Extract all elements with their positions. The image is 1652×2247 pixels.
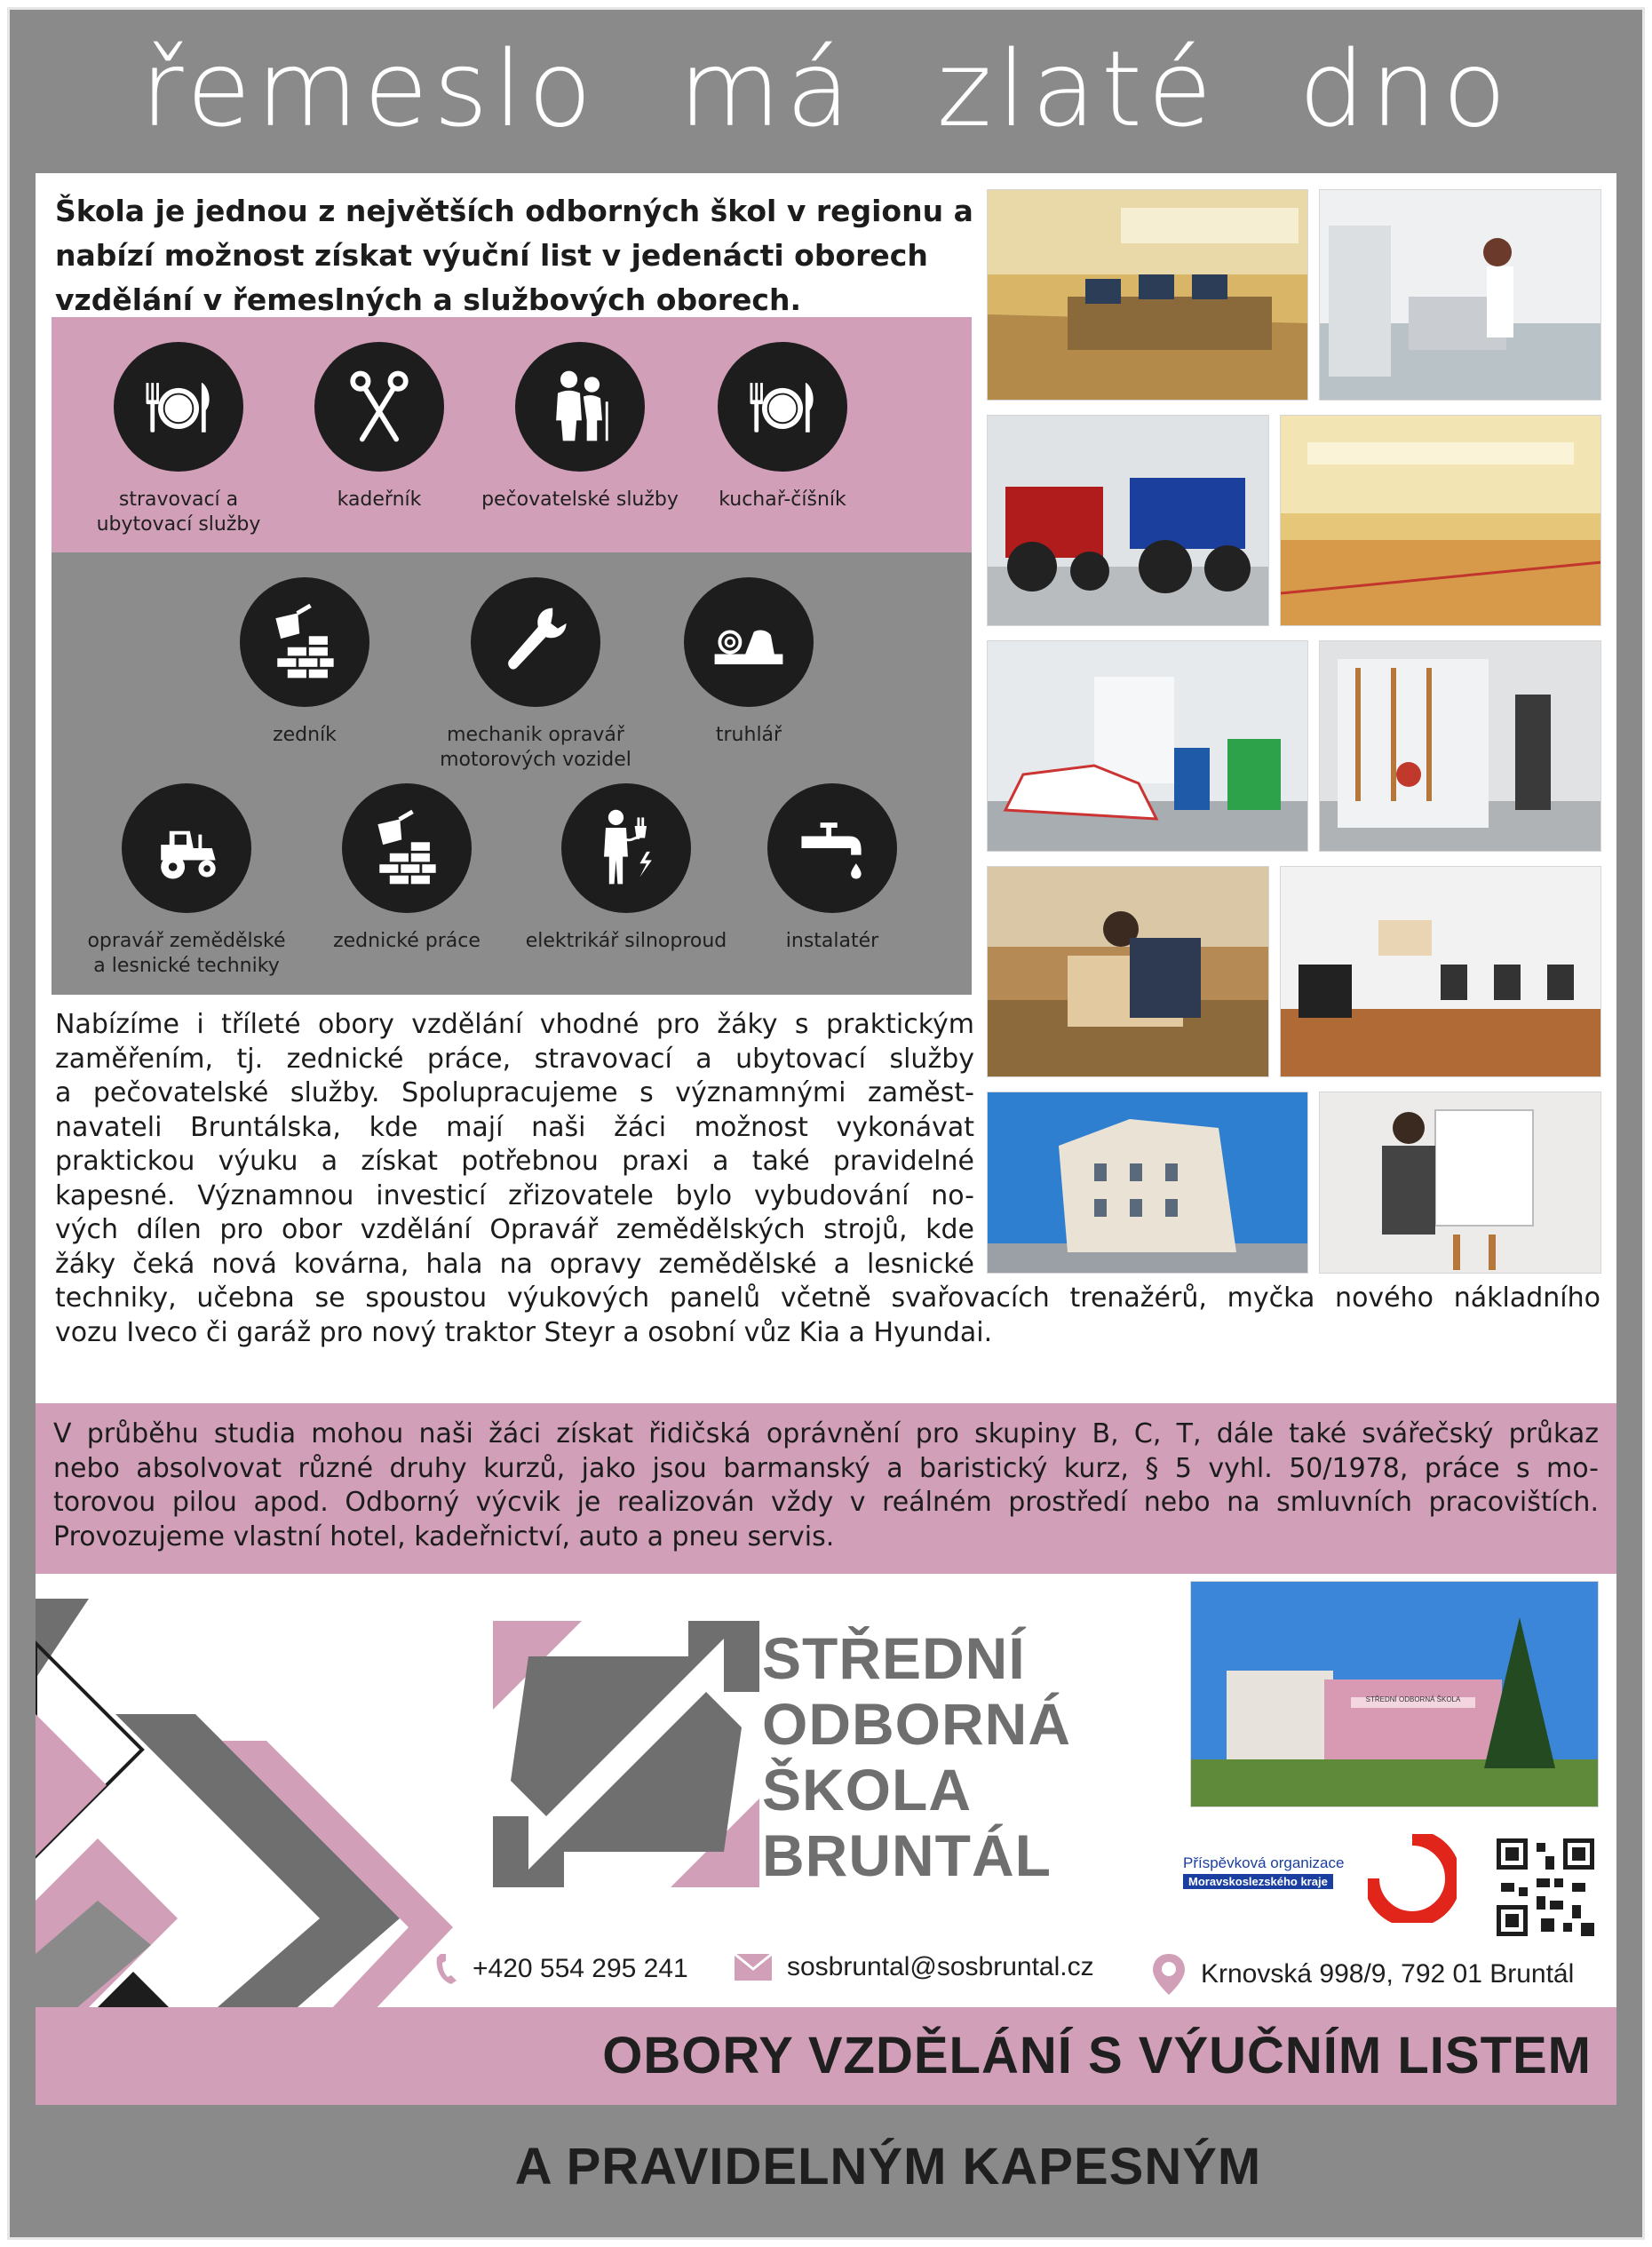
body-paragraph <box>55 1008 1600 1350</box>
scissors-icon <box>314 342 444 472</box>
body-line: praktickou výuku a získat potřebnou praxi a také pravidelné <box>55 1146 974 1177</box>
address-text: Krnovská 998/9, 792 01 Bruntál <box>1201 1959 1575 1989</box>
phone-number: +420 554 295 241 <box>473 1954 688 1983</box>
photo-plumbing-panels <box>1319 640 1601 852</box>
brick-wall-trowel-icon <box>240 577 369 707</box>
school-name-line: ŠKOLA <box>762 1757 972 1822</box>
occupation-label: mechanik opravář motorových vozidel <box>440 724 631 771</box>
occupation-care <box>478 342 682 512</box>
occupation-label: elektrikář silnoproud <box>525 930 727 952</box>
info-line: V průběhu studia mohou naši žáci získat řidičská oprávnění pro skupiny B, C, T, dále také svářečský průkaz <box>53 1418 1599 1449</box>
faucet-icon <box>767 783 897 913</box>
banner-secondary <box>36 2105 1616 2229</box>
occupation-plumber <box>730 783 934 954</box>
photo-beautician <box>1319 189 1601 401</box>
occupation-label: pečovatelské služby <box>481 488 679 511</box>
occupation-label: truhlář <box>715 724 782 746</box>
info-line: torovou pilou apod. Odborný výcvik je realizován vždy v reálném prostředí nebo na smluvních pracovištích. <box>53 1487 1599 1518</box>
occupation-catering <box>76 342 281 537</box>
occupation-label: zednické práce <box>333 930 481 952</box>
photo-computer-lab <box>987 189 1308 401</box>
wrench-icon <box>471 577 600 707</box>
body-line: zaměřením, tj. zednické práce, stravovací a ubytovací služby <box>55 1043 974 1075</box>
info-paragraph <box>53 1417 1599 1554</box>
school-name <box>762 1625 1071 1888</box>
banner-primary <box>36 2007 1616 2105</box>
org-logo-icon <box>1368 1834 1457 1923</box>
body-line: navateli Bruntálska, kde mají naši žáci možnost vykonávat <box>55 1111 974 1143</box>
body-line: a pečovatelské služby. Spolupracujeme s významnými zaměst- <box>55 1077 974 1108</box>
poster-headline: řemeslo má zlaté dno <box>139 28 1513 150</box>
school-name-line: ODBORNÁ <box>762 1691 1071 1757</box>
occupation-label: stravovací a ubytovací služby <box>96 488 261 536</box>
occupation-label: opravář zemědělské a lesnické techniky <box>87 930 286 977</box>
photo-school-main-building <box>1190 1581 1599 1807</box>
body-line: vých dílen pro obor vzdělání Opravář zemědělských strojů, kde <box>55 1214 974 1245</box>
org-line-2: Moravskoslezského kraje <box>1183 1874 1333 1889</box>
email-address: sosbruntal@sosbruntal.cz <box>787 1952 1094 1981</box>
email-icon <box>734 1953 773 1981</box>
plate-cutlery-icon <box>114 342 243 472</box>
elderly-care-icon <box>515 342 645 472</box>
building-sign: STŘEDNÍ ODBORNÁ ŠKOLA <box>1365 1695 1461 1703</box>
org-label <box>1183 1854 1344 1890</box>
occupation-cook-waiter <box>680 342 885 512</box>
intro-text: Škola je jednou z největších odborných škol v regionu a nabízí možnost získat výuční list v jedenácti oborech vzdělání v řemeslných a službových oborech. <box>55 194 973 317</box>
occupation-bricklayer <box>203 577 407 748</box>
main-content <box>36 173 1616 1581</box>
occupation-label: zedník <box>273 724 337 746</box>
wood-plane-icon <box>684 577 814 707</box>
trades-panel <box>52 552 972 995</box>
contact-email[interactable] <box>734 1952 1094 1982</box>
photo-car-workshop <box>987 640 1308 852</box>
tractor-icon <box>122 783 251 913</box>
body-line: vozu Iveco či garáž pro nový traktor Steyr a osobní vůz Kia a Hyundai. <box>55 1316 993 1348</box>
photo-tractors <box>987 415 1269 626</box>
qr-code-icon[interactable] <box>1492 1834 1599 1941</box>
occupation-label: kuchař-číšník <box>719 488 846 511</box>
info-line: Provozujeme vlastní hotel, kadeřnictví, auto a pneu servis. <box>53 1520 835 1552</box>
body-line: kapesné. Významnou investicí zřizovatele bylo vybudování no- <box>55 1179 974 1211</box>
school-logo-icon <box>493 1621 759 1887</box>
location-pin-icon <box>1151 1952 1187 1997</box>
photo-gym <box>1280 415 1601 626</box>
body-line: techniky, učebna se spoustou výukových panelů včetně svařovacích trenažérů, myčka nového nákladního <box>55 1282 1600 1314</box>
occupation-hairdresser <box>277 342 481 512</box>
body-line: Nabízíme i tříleté obory vzdělání vhodné pro žáky s praktickým <box>55 1009 974 1040</box>
info-line: nebo absolvovat různé druhy kurzů, jako jsou barmanský a baristický kurz, § 5 vyhl. 50/1978, práce s mo- <box>53 1452 1599 1484</box>
plate-cutlery-icon <box>718 342 847 472</box>
occupation-agri-repair <box>84 783 289 979</box>
occupation-mechanic <box>420 577 651 773</box>
phone-icon <box>435 1952 458 1986</box>
brick-wall-trowel-icon <box>342 783 472 913</box>
body-line: žáky čeká nová kovárna, hala na opravy zemědělské a lesnické <box>55 1248 974 1280</box>
occupation-electrician <box>524 783 728 954</box>
services-panel <box>52 317 972 552</box>
contact-address[interactable] <box>1151 1952 1574 1997</box>
electrician-icon <box>561 783 691 913</box>
banner-primary-text: OBORY VZDĚLÁNÍ S VÝUČNÍM LISTEM <box>602 2027 1592 2084</box>
org-line-1: Příspěvková organizace <box>1183 1854 1345 1871</box>
school-name-line: STŘEDNÍ <box>762 1625 1026 1691</box>
occupation-carpenter <box>647 577 851 748</box>
banner-secondary-text: A PRAVIDELNÝM KAPESNÝM <box>514 2138 1262 2195</box>
school-name-line: BRUNTÁL <box>762 1822 1052 1888</box>
info-band <box>36 1403 1616 1574</box>
contact-phone[interactable] <box>435 1952 688 1986</box>
occupation-label: kadeřník <box>337 488 422 511</box>
occupation-masonry <box>305 783 509 954</box>
occupation-label: instalatér <box>785 930 879 952</box>
